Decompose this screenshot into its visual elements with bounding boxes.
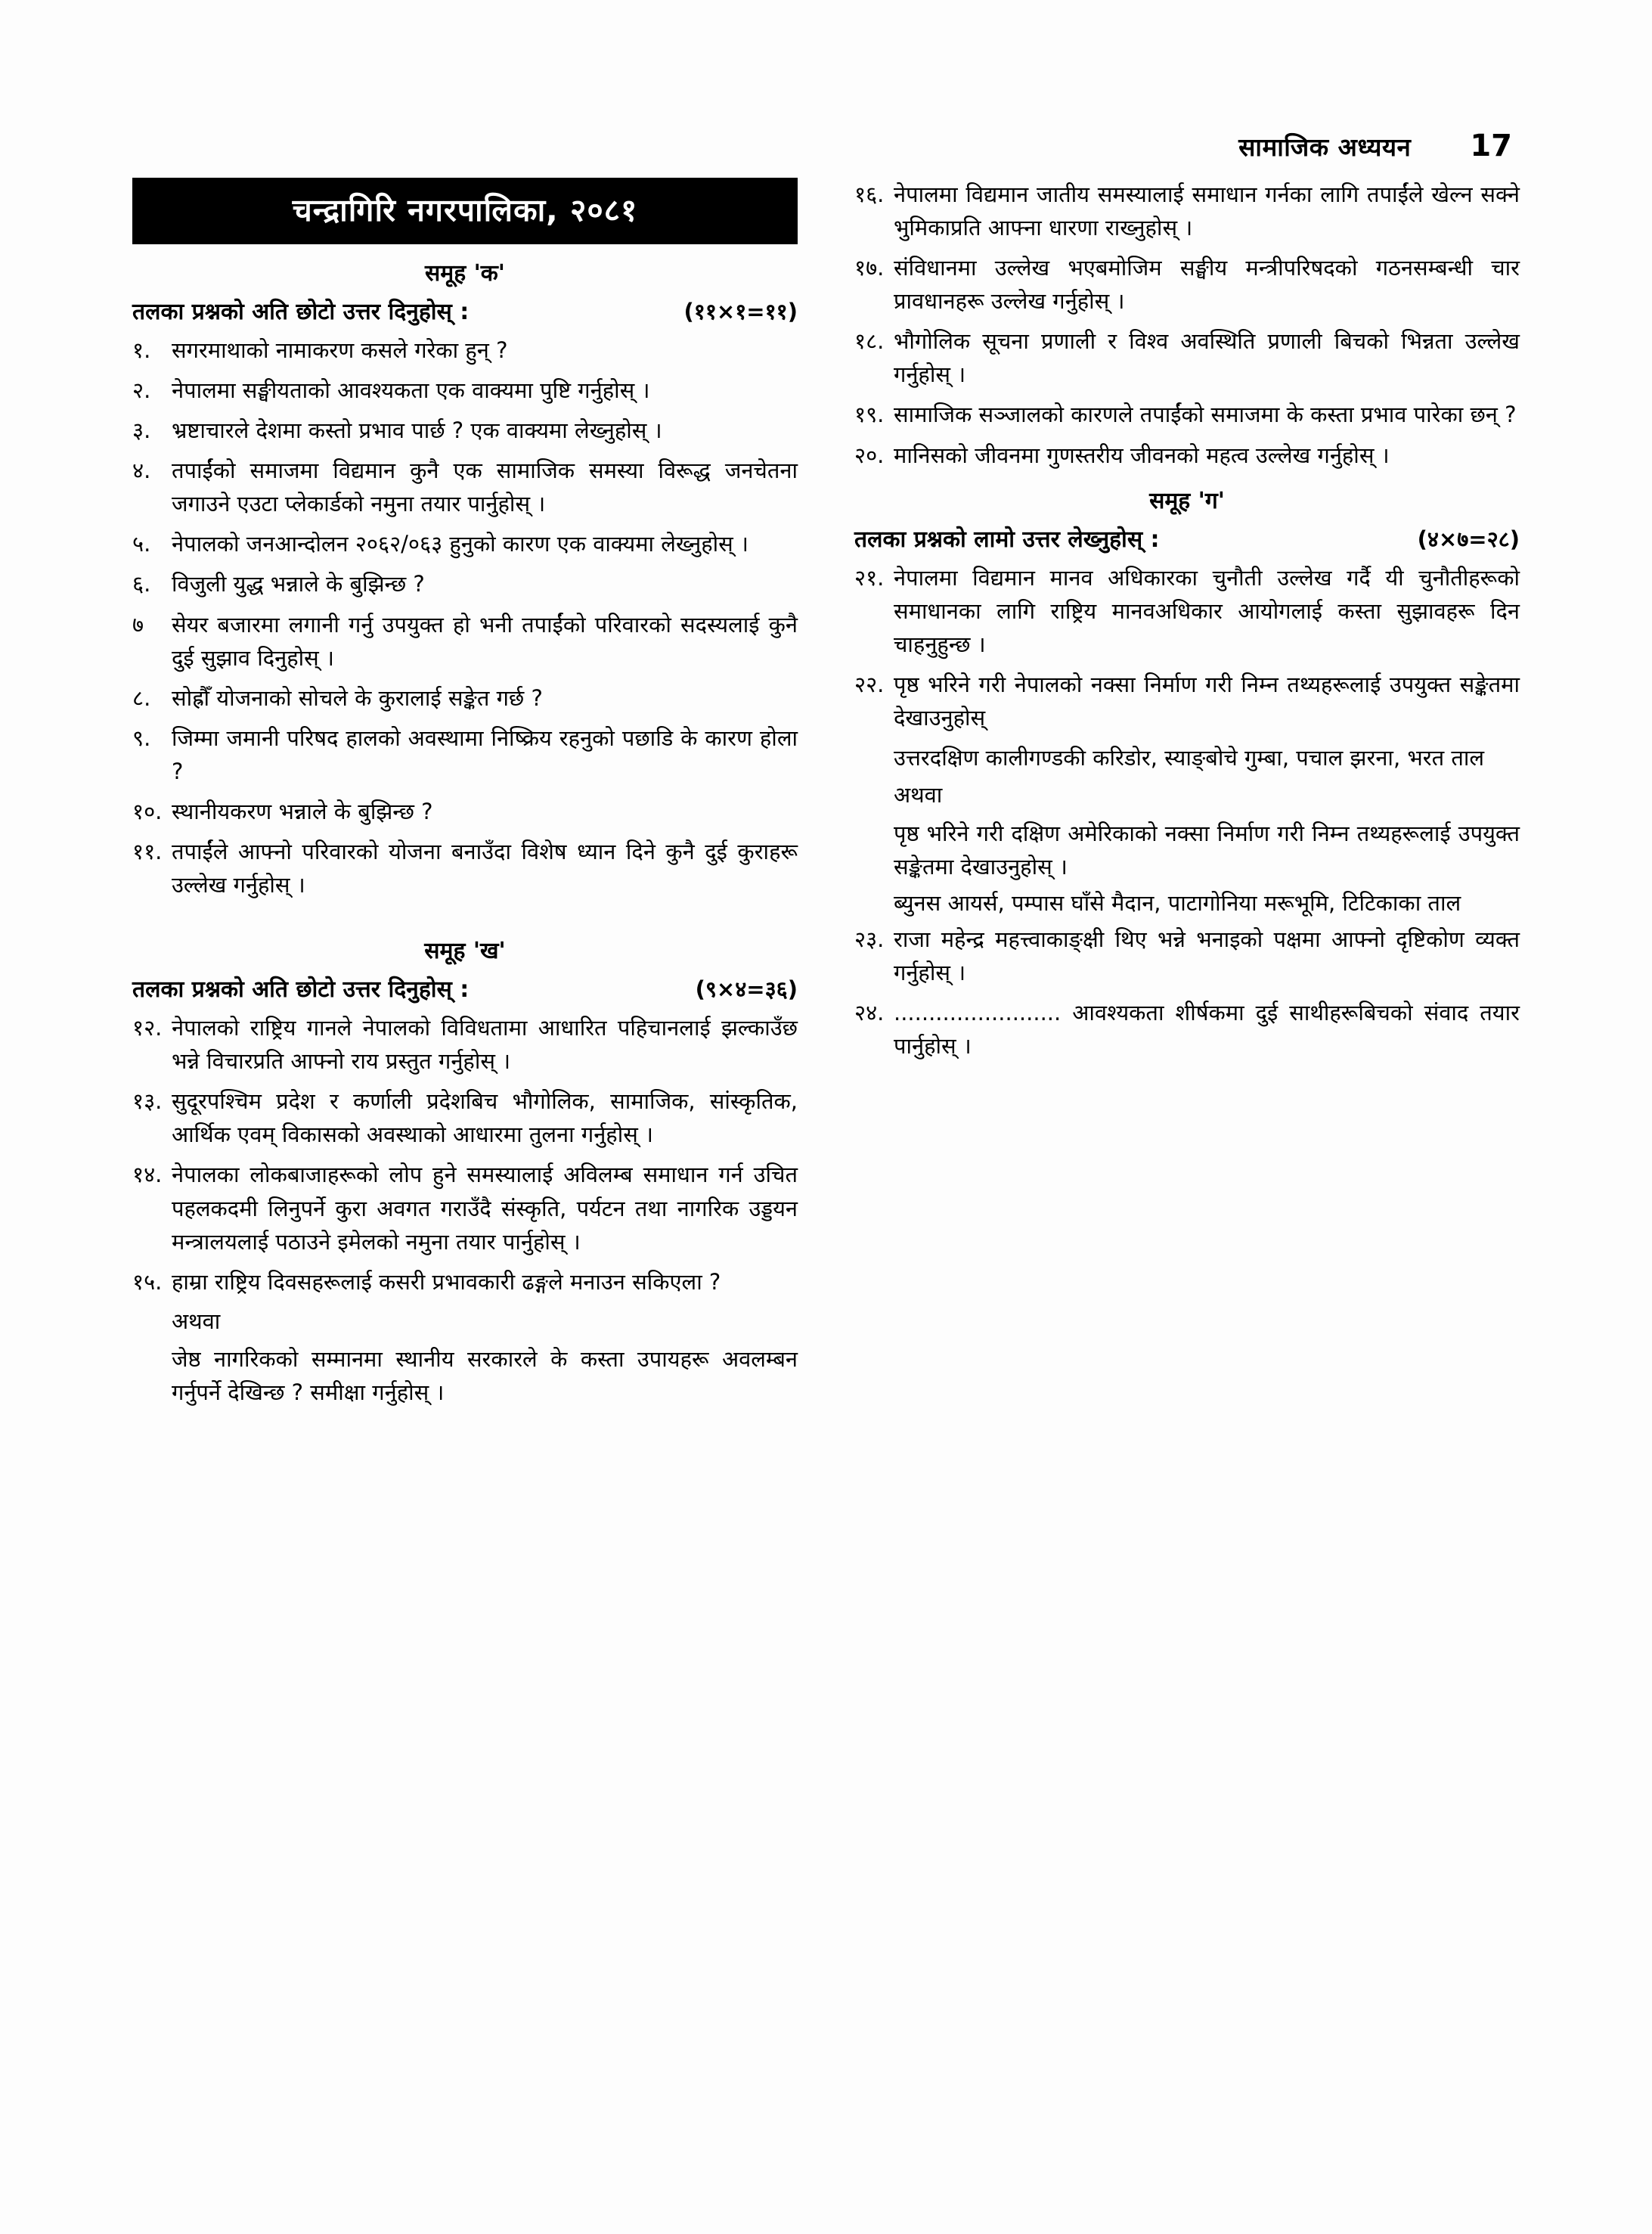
question-item — [132, 721, 798, 788]
question-item — [132, 1084, 798, 1151]
question-number: ११. — [132, 839, 163, 865]
group-kha-question-list — [132, 1011, 798, 1299]
question-number: २१. — [854, 564, 885, 591]
question-item — [854, 178, 1520, 244]
question-text: नेपालमा विद्यमान मानव अधिकारका चुनौती उल्लेख गर्दै यी चुनौतीहरूको समाधानका लागि राष्ट्रिय मानवअधिकार आयोगलाई कस्ता सुझावहरू दिन चाहनुहुन्छ । — [894, 564, 1520, 657]
group-kha-instruction-text: तलका प्रश्नको अति छोटो उत्तर दिनुहोस् : — [132, 976, 470, 1004]
question-text: सामाजिक सञ्जालको कारणले तपाईंको समाजमा के कस्ता प्रभाव पारेका छन् ? — [894, 402, 1517, 428]
question-number: २. — [132, 377, 151, 404]
question-text: ........................ आवश्यकता शीर्षकमा दुई साथीहरूबिचको संवाद तयार पार्नुहोस् । — [894, 999, 1520, 1060]
question-text: सगरमाथाको नामाकरण कसले गरेका हुन् ? — [172, 337, 508, 363]
question-number: १३. — [132, 1088, 163, 1115]
question-item — [132, 454, 798, 520]
group-ga-question-list-continued — [854, 923, 1520, 1063]
question-number: १. — [132, 337, 151, 363]
question-item — [132, 414, 798, 447]
question-text: भौगोलिक सूचना प्रणाली र विश्व अवस्थिति प्रणाली बिचको भिन्नता उल्लेख गर्नुहोस् । — [894, 328, 1520, 388]
question-text: नेपालका लोकबाजाहरूको लोप हुने समस्यालाई अविलम्ब समाधान गर्न उचित पहलकदमी लिनुपर्ने कुरा अवगत गराउँदै संस्कृति, पर्यटन तथा नागरिक उड्डयन मन्त्रालयलाई पठाउने इमेलको नमुना तयार पार्नुहोस् । — [172, 1162, 798, 1255]
question-number: ५. — [132, 531, 151, 557]
question-text: पृष्ठ भरिने गरी नेपालको नक्सा निर्माण गरी निम्न तथ्यहरूलाई उपयुक्त सङ्केतमा देखाउनुहोस् — [894, 671, 1520, 731]
question-number: १९. — [854, 402, 885, 428]
question-item — [132, 1158, 798, 1258]
question-text: स्थानीयकरण भन्नाले के बुझिन्छ ? — [172, 798, 433, 824]
two-column-body — [132, 178, 1520, 1412]
question-text: तपाईंले आफ्नो परिवारको योजना बनाउँदा विशेष ध्यान दिने कुनै दुई कुराहरू उल्लेख गर्नुहोस् । — [172, 839, 798, 898]
group-ka-marks: (११×१=११) — [683, 299, 798, 324]
group-kha-heading: समूह 'ख' — [424, 938, 506, 965]
question-item — [132, 374, 798, 407]
question-item — [132, 567, 798, 600]
question-text: विजुली युद्ध भन्नाले के बुझिन्छ ? — [172, 571, 425, 597]
group-ga-heading: समूह 'ग' — [1149, 487, 1225, 514]
question-text: जिम्मा जमानी परिषद हालको अवस्थामा निष्क्रिय रहनुको पछाडि के कारण होला ? — [172, 724, 798, 784]
question-number: ४. — [132, 458, 151, 484]
alternative-map-question: पृष्ठ भरिने गरी दक्षिण अमेरिकाको नक्सा निर्माण गरी निम्न तथ्यहरूलाई उपयुक्त सङ्केतमा देखाउनुहोस् । — [894, 820, 1520, 880]
question-item — [854, 923, 1520, 989]
question-text: राजा महेन्द्र महत्त्वाकाङ्क्षी थिए भन्ने भनाइको पक्षमा आफ्नो दृष्टिकोण व्यक्त गर्नुहोस् । — [894, 926, 1520, 985]
question-text: संविधानमा उल्लेख भएबमोजिम सङ्घीय मन्त्रीपरिषदको गठनसम्बन्धी चार प्रावधानहरू उल्लेख गर्नुहोस् । — [894, 255, 1520, 315]
question-number: १४. — [132, 1162, 163, 1188]
alternative-label: अथवा — [172, 1308, 221, 1334]
right-column — [854, 178, 1520, 1412]
question-number: ९. — [132, 724, 151, 751]
question-text: नेपालमा सङ्घीयताको आवश्यकता एक वाक्यमा पुष्टि गर्नुहोस् । — [172, 377, 650, 404]
question-item — [132, 1011, 798, 1078]
group-ga-question-list — [854, 561, 1520, 734]
question-item — [132, 795, 798, 828]
question-number: १५. — [132, 1268, 163, 1295]
question-number: २४. — [854, 999, 885, 1025]
map-items-nepal: उत्तरदक्षिण कालीगण्डकी करिडोर, स्याङ्बोचे गुम्बा, पचाल झरना, भरत ताल — [894, 745, 1485, 771]
group-ga-instruction — [854, 523, 1520, 554]
left-column — [132, 178, 798, 1412]
question-text: मानिसको जीवनमा गुणस्तरीय जीवनको महत्व उल्लेख गर्नुहोस् । — [894, 442, 1390, 468]
question-item — [132, 681, 798, 715]
question-number: २२. — [854, 671, 885, 697]
question-item — [854, 251, 1520, 318]
group-ka-heading: समूह 'क' — [424, 260, 505, 287]
question-text: भ्रष्टाचारले देशमा कस्तो प्रभाव पार्छ ? एक वाक्यमा लेख्नुहोस् । — [172, 417, 662, 444]
page-header — [1238, 129, 1512, 163]
question-number: ७ — [132, 611, 144, 638]
question-item — [132, 527, 798, 560]
question-number: १६. — [854, 182, 885, 207]
question-number: ८. — [132, 684, 151, 711]
alternative-question-text: जेष्ठ नागरिकको सम्मानमा स्थानीय सरकारले के कस्ता उपायहरू अवलम्बन गर्नुपर्ने देखिन्छ ? समीक्षा गर्नुहोस् । — [172, 1346, 798, 1406]
group-kha-question-list-continued — [854, 178, 1520, 472]
page-number: 17 — [1470, 129, 1512, 163]
group-ka-instruction-text: तलका प्रश्नको अति छोटो उत्तर दिनुहोस् : — [132, 299, 470, 325]
question-number: ६. — [132, 571, 151, 597]
question-text: नेपालको जनआन्दोलन २०६२/०६३ हुनुको कारण एक वाक्यमा लेख्नुहोस् । — [172, 531, 749, 557]
question-item — [132, 608, 798, 675]
question-number: २०. — [854, 442, 885, 468]
question-text: सेयर बजारमा लगानी गर्नु उपयुक्त हो भनी तपाईंको परिवारको सदस्यलाई कुनै दुई सुझाव दिनुहोस् । — [172, 611, 798, 671]
question-text: तपाईंको समाजमा विद्यमान कुनै एक सामाजिक समस्या विरूद्ध जनचेतना जगाउने एउटा प्लेकार्डको नमुना तयार पार्नुहोस् । — [172, 458, 798, 517]
exam-title-banner: चन्द्रागिरि नगरपालिका, २०८१ — [132, 178, 798, 244]
map-items-south-america: ब्युनस आयर्स, पम्पास घाँसे मैदान, पाटागोनिया मरूभूमि, टिटिकाका ताल — [894, 889, 1461, 916]
question-item — [854, 668, 1520, 734]
question-item — [854, 439, 1520, 472]
subject-title: सामाजिक अध्ययन — [1238, 132, 1412, 162]
question-number: २३. — [854, 926, 885, 952]
group-ka-instruction — [132, 295, 798, 326]
question-number: १०. — [132, 798, 163, 824]
group-kha-marks: (९×४=३६) — [695, 976, 798, 1003]
question-item — [132, 1265, 798, 1299]
question-text: हाम्रा राष्ट्रिय दिवसहरूलाई कसरी प्रभावकारी ढङ्गले मनाउन सकिएला ? — [172, 1268, 721, 1295]
question-item — [854, 398, 1520, 431]
question-item — [854, 996, 1520, 1063]
question-item — [854, 324, 1520, 391]
question-number: १७. — [854, 255, 885, 281]
group-ga-marks: (४×७=२८) — [1417, 526, 1520, 552]
question-item — [132, 835, 798, 901]
alternative-label: अथवा — [894, 782, 943, 808]
question-number: ३. — [132, 417, 151, 444]
group-ka-question-list — [132, 334, 798, 901]
question-item — [132, 334, 798, 367]
question-text: नेपालमा विद्यमान जातीय समस्यालाई समाधान गर्नका लागि तपाईंले खेल्न सक्ने भुमिकाप्रति आफ्ना धारणा राख्नुहोस् । — [894, 182, 1520, 241]
question-text: नेपालको राष्ट्रिय गानले नेपालको विविधतामा आधारित पहिचानलाई झल्काउँछ भन्ने विचारप्रति आफ्नो राय प्रस्तुत गर्नुहोस् । — [172, 1015, 798, 1075]
question-number: १२. — [132, 1015, 163, 1041]
group-kha-instruction — [132, 973, 798, 1004]
question-number: १८. — [854, 328, 885, 355]
group-ga-instruction-text: तलका प्रश्नको लामो उत्तर लेख्नुहोस् : — [854, 526, 1160, 553]
question-text: सुदूरपश्चिम प्रदेश र कर्णाली प्रदेशबिच भौगोलिक, सामाजिक, सांस्कृतिक, आर्थिक एवम् विकासको अवस्थाको आधारमा तुलना गर्नुहोस् । — [172, 1088, 798, 1148]
question-text: सोह्रौँ योजनाको सोचले के कुरालाई सङ्केत गर्छ ? — [172, 684, 543, 711]
question-item — [854, 561, 1520, 661]
